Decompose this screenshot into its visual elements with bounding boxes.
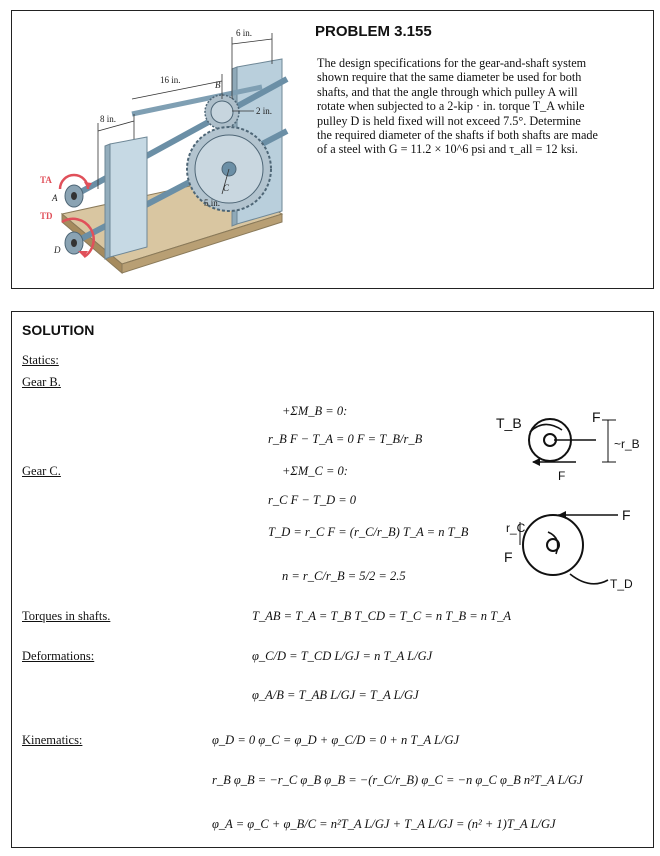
figure-label-16in: 16 in.: [160, 75, 181, 85]
problem-line: the required diameter of the shafts if both shafts are made: [317, 128, 598, 143]
label-torques: Torques in shafts.: [22, 609, 111, 623]
label-kinematics: Kinematics:: [22, 733, 83, 747]
eq-gear-b: r_B F − T_A = 0 F = T_B/r_B: [268, 432, 423, 446]
sketch-label-tb: T_B: [496, 415, 522, 431]
figure-label-ta: TA: [40, 175, 52, 185]
eq-td: T_D = r_C F = (r_C/r_B) T_A = n T_B: [268, 525, 469, 539]
eq-torques: T_AB = T_A = T_B T_CD = T_C = n T_B = n T_A: [252, 609, 512, 623]
eq-sum-mc: +ΣM_C = 0:: [282, 464, 348, 478]
figure-label-a: A: [52, 193, 58, 203]
eq-kinematics-1: φ_D = 0 φ_C = φ_D + φ_C/D = 0 + n T_A L/GJ: [212, 733, 460, 747]
figure-label-6in: 6 in.: [236, 28, 253, 38]
sketch-label-td: T_D: [610, 577, 633, 591]
eq-n: n = r_C/r_B = 5/2 = 2.5: [282, 569, 406, 583]
figure-label-b: B: [215, 80, 221, 90]
problem-line: shown require that the same diameter be used for both: [317, 70, 582, 85]
problem-line: The design specifications for the gear-and-shaft system: [317, 56, 587, 70]
figure-label-8in: 8 in.: [100, 114, 117, 124]
problem-line: shafts, and that the angle through which pulley A will: [317, 84, 578, 99]
problem-title: PROBLEM 3.155: [315, 23, 432, 40]
label-gear-c: Gear C.: [22, 464, 61, 478]
figure-label-td: TD: [40, 211, 53, 221]
figure-label-5in: 5 in.: [204, 198, 221, 208]
problem-box: [11, 10, 654, 289]
sketch-label-f3: F: [622, 507, 631, 523]
eq-phi-cd: φ_C/D = T_CD L/GJ = n T_A L/GJ: [252, 649, 433, 663]
problem-statement: [317, 56, 637, 157]
pulley-a: [65, 185, 83, 207]
eq-kinematics-2: r_B φ_B = −r_C φ_B φ_B = −(r_C/r_B) φ_C = −n φ_C φ_B n²T_A L/GJ: [212, 773, 583, 787]
left-support: [110, 137, 147, 257]
figure-label-d: D: [54, 245, 61, 255]
eq-phi-ab: φ_A/B = T_AB L/GJ = T_A L/GJ: [252, 688, 419, 702]
eq-kinematics-3: φ_A = φ_C + φ_B/C = n²T_A L/GJ + T_A L/GJ = (n² + 1)T_A L/GJ: [212, 817, 556, 831]
sketch-label-f2: F: [558, 469, 566, 482]
label-deformations: Deformations:: [22, 649, 95, 663]
fbd-gear-c-sketch: [498, 498, 648, 594]
solution-box: [11, 311, 654, 848]
label-statics: Statics:: [22, 353, 59, 367]
label-gear-b: Gear B.: [22, 375, 61, 389]
eq-sum-mb: +ΣM_B = 0:: [282, 404, 348, 418]
figure-label-2in: 2 in.: [256, 106, 273, 116]
gear-b: [205, 95, 239, 129]
eq-gear-c: r_C F − T_D = 0: [268, 493, 357, 507]
problem-line: pulley D is held fixed will not exceed 7.5°. Determine: [317, 113, 581, 128]
problem-line: of a steel with G = 11.2 × 10^6 psi and τ_all = 12 ksi.: [317, 142, 578, 157]
gear-shaft-figure: [22, 19, 307, 281]
figure-label-c: C: [223, 183, 230, 193]
solution-heading: SOLUTION: [22, 322, 95, 338]
pulley-d: [65, 232, 83, 254]
problem-line: rotate when subjected to a 2-kip · in. torque T_A while: [317, 99, 585, 114]
sketch-label-f1: F: [592, 409, 601, 425]
sketch-label-f4: F: [504, 549, 513, 565]
fbd-gear-b-sketch: [488, 400, 648, 482]
sketch-label-rb: ~r_B: [614, 437, 640, 451]
sketch-label-rc: r_C: [506, 521, 526, 535]
